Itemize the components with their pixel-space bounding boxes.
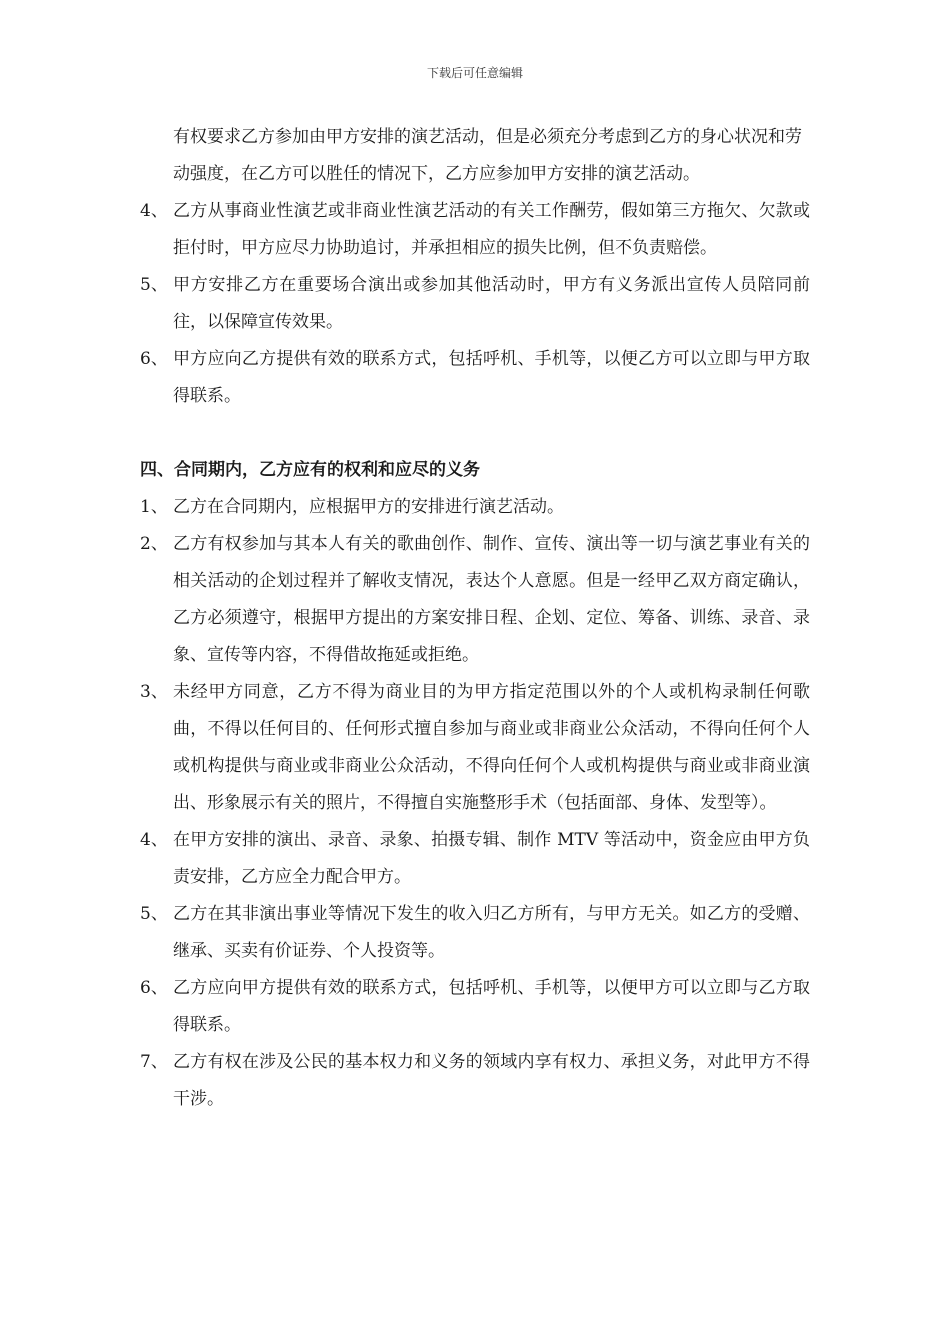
list-item — [140, 341, 810, 415]
list-item — [140, 896, 810, 970]
page-header: 下载后可任意编辑 — [426, 66, 523, 80]
list-item-number: 7、 — [140, 1052, 168, 1072]
list-item — [140, 674, 810, 822]
list-item-number: 4、 — [140, 201, 168, 221]
list-item — [140, 193, 810, 267]
list-item-text: 乙方在其非演出事业等情况下发生的收入归乙方所有，与甲方无关。如乙方的受赠、继承、买卖有价证券、个人投资等。 — [173, 904, 810, 961]
list-item-number: 5、 — [140, 904, 168, 924]
list-item-text: 乙方应向甲方提供有效的联系方式，包括呼机、手机等，以便甲方可以立即与乙方取得联系。 — [173, 978, 810, 1035]
document-body — [140, 119, 810, 1118]
list-item-text: 乙方有权在涉及公民的基本权力和义务的领域内享有权力、承担义务，对此甲方不得干涉。 — [173, 1052, 810, 1109]
list-item-number: 6、 — [140, 978, 168, 998]
list-item-number: 5、 — [140, 275, 168, 295]
list-item-text: 在甲方安排的演出、录音、录象、拍摄专辑、制作 MTV 等活动中，资金应由甲方负责安排，乙方应全力配合甲方。 — [173, 830, 810, 887]
list-item-text: 未经甲方同意，乙方不得为商业目的为甲方指定范围以外的个人或机构录制任何歌曲，不得以任何目的、任何形式擅自参加与商业或非商业公众活动，不得向任何个人或机构提供与商业或非商业公众活动，不得向任何个人或机构提供与商业或非商业演出、形象展示有关的照片，不得擅自实施整形手术（包括面部、身体、发型等）。 — [173, 682, 810, 813]
list-item-text: 甲方安排乙方在重要场合演出或参加其他活动时，甲方有义务派出宣传人员陪同前往，以保障宣传效果。 — [173, 275, 810, 332]
list-item — [140, 489, 810, 526]
list-item-text: 乙方有权参加与其本人有关的歌曲创作、制作、宣传、演出等一切与演艺事业有关的相关活动的企划过程并了解收支情况，表达个人意愿。但是一经甲乙双方商定确认，乙方必须遵守，根据甲方提出的方案安排日程、企划、定位、筹备、训练、录音、录象、宣传等内容，不得借故拖延或拒绝。 — [173, 534, 810, 665]
section-heading: 四、合同期内，乙方应有的权利和应尽的义务 — [140, 460, 480, 480]
list-item-number: 1、 — [140, 497, 168, 517]
list-item — [140, 526, 810, 674]
list-item — [140, 970, 810, 1044]
list-item-number: 4、 — [140, 830, 168, 850]
list-item-text: 甲方应向乙方提供有效的联系方式，包括呼机、手机等，以便乙方可以立即与甲方取得联系。 — [173, 349, 810, 406]
list-item — [140, 822, 810, 896]
list-item-number: 6、 — [140, 349, 168, 369]
list-item-text: 乙方在合同期内，应根据甲方的安排进行演艺活动。 — [173, 497, 564, 517]
list-item — [140, 1044, 810, 1118]
section-spacer — [140, 415, 810, 452]
list-item-text: 乙方从事商业性演艺或非商业性演艺活动的有关工作酬劳，假如第三方拖欠、欠款或拒付时，甲方应尽力协助追讨，并承担相应的损失比例，但不负责赔偿。 — [173, 201, 810, 258]
list-item — [140, 267, 810, 341]
continuation-paragraph: 有权要求乙方参加由甲方安排的演艺活动，但是必须充分考虑到乙方的身心状况和劳动强度，在乙方可以胜任的情况下，乙方应参加甲方安排的演艺活动。 — [173, 127, 802, 184]
list-item-number: 2、 — [140, 534, 168, 554]
list-item-number: 3、 — [140, 682, 168, 702]
